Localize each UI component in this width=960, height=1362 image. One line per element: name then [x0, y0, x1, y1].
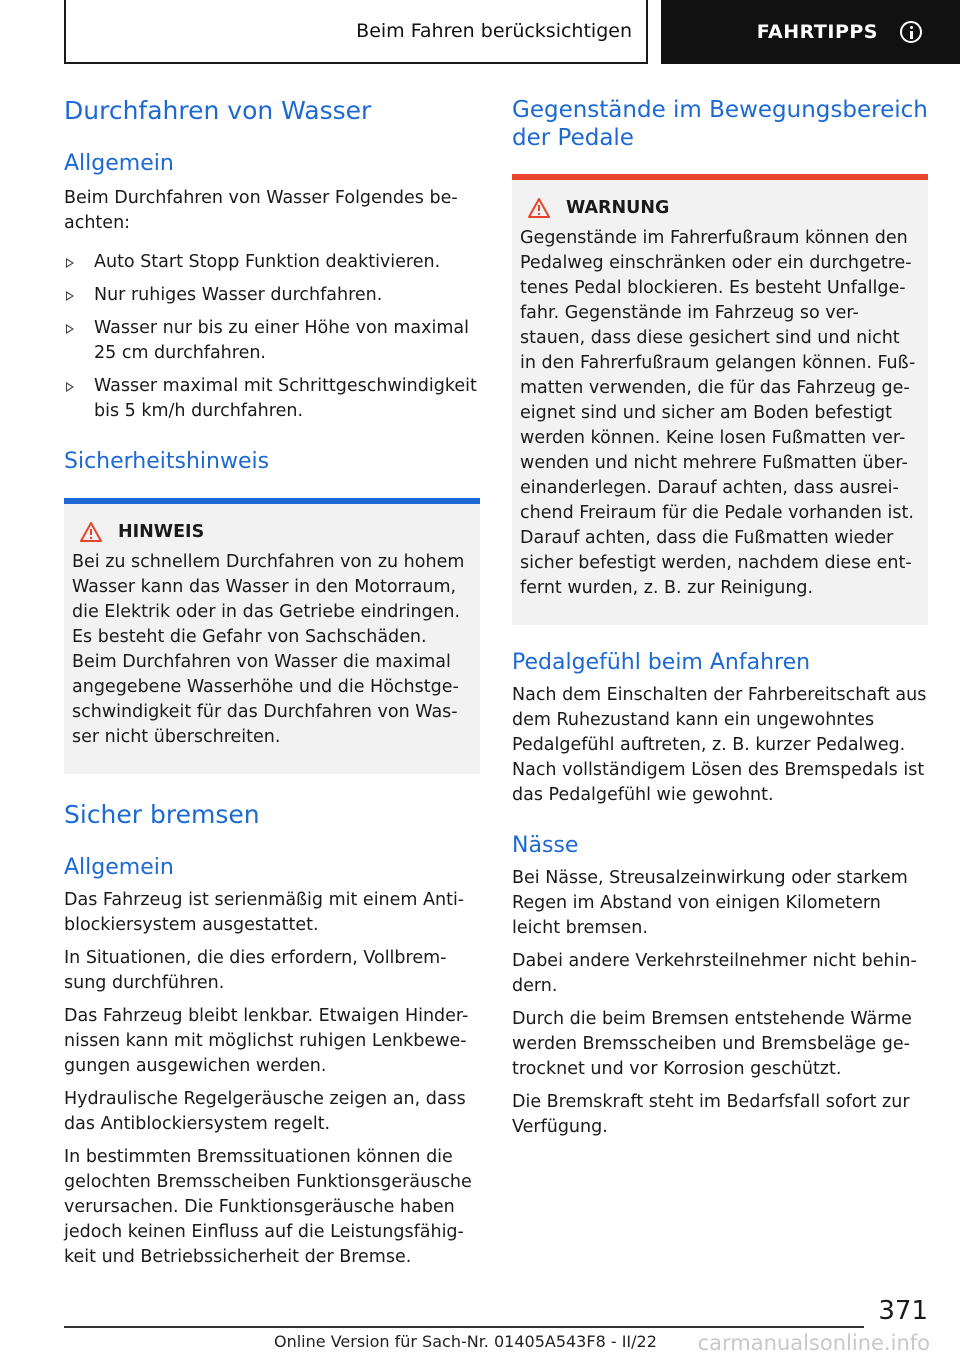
- warning-triangle-icon: [528, 198, 550, 218]
- section-title: Beim Fahren berücksichtigen: [356, 20, 632, 42]
- wet-paragraph: Bei Nässe, Streusalzeinwirkung oder starkem Regen im Abstand von einigen Kilometern leicht bremsen.: [512, 868, 908, 938]
- safety-heading: Sicherheitshinweis: [64, 449, 270, 474]
- notice-text: Bei zu schnellem Durchfahren von zu hohem Wasser kann das Wasser in den Motorraum, die Elektrik oder in das Getriebe eindringen. Es besteht die Gefahr von Sachschäden. Beim Durchfahren von Wasser die maximal angegebene Wasserhöhe und die Höchstge-schwindigkeit für das Durchfahren von Was-ser nicht überschreiten.: [72, 552, 465, 747]
- footer-divider: [64, 1326, 864, 1328]
- list-item: Wasser maximal mit Schrittgeschwindigkeit bis 5 km/h durchfahren.: [64, 374, 480, 424]
- brake-paragraph: Das Fahrzeug ist serienmäßig mit einem Anti-blockiersystem ausgestattet.: [64, 890, 465, 935]
- water-intro: Beim Durchfahren von Wasser Folgendes be-achten:: [64, 188, 458, 233]
- right-column: [512, 96, 928, 1140]
- brake-general-heading: Allgemein: [64, 855, 174, 880]
- left-column: [64, 96, 480, 1270]
- info-icon: [900, 21, 922, 43]
- wet-paragraph: Dabei andere Verkehrsteilnehmer nicht behin-dern.: [512, 951, 917, 996]
- wet-paragraph: Durch die beim Bremsen entstehende Wärme werden Bremsscheiben und Bremsbeläge ge-trocknet und vor Korrosion geschützt.: [512, 1009, 912, 1079]
- section-header: [64, 0, 648, 64]
- brake-paragraph: In Situationen, die dies erfordern, Vollbrem-sung durchführen.: [64, 948, 447, 993]
- wet-paragraph: Die Bremskraft steht im Bedarfsfall sofort zur Verfügung.: [512, 1092, 910, 1137]
- objects-heading: Gegenstände im Bewegungsbereich der Pedale: [512, 97, 928, 151]
- page-number: 371: [878, 1296, 928, 1326]
- warning-text: Gegenstände im Fahrerfußraum können den Pedalweg einschränken oder ein durchgetre-tenes Pedal blockieren. Es besteht Unfallge-fahr. Gegenstände im Fahrzeug so ver-stauen, dass diese gesichert sind und nicht in den Fahrerfußraum gelangen können. Fuß-matten verwenden, die für das Fahrzeug ge-eignet sind und sicher am Boden befestigt werden können. Keine losen Fußmatten ver-wenden und nicht mehrere Fußmatten über-einanderlegen. Darauf achten, dass ausrei-chend Freiraum für die Pedale vorhanden ist. Darauf achten, dass die Fußmatten wieder sicher befestigt werden, nachdem diese ent-fernt wurden, z. B. zur Reinigung.: [520, 228, 916, 598]
- notice-label: HINWEIS: [118, 522, 205, 542]
- water-list: [64, 250, 480, 424]
- brake-heading: Sicher bremsen: [64, 800, 260, 829]
- pedal-heading: Pedalgefühl beim Anfahren: [512, 650, 811, 675]
- list-item: Wasser nur bis zu einer Höhe von maximal 25 cm durchfahren.: [64, 316, 480, 366]
- watermark: carmanualsonline.info: [697, 1331, 930, 1355]
- warning-triangle-icon: [80, 522, 102, 542]
- chapter-title: FAHRTIPPS: [756, 21, 878, 43]
- notice-box: [64, 498, 480, 774]
- brake-paragraph: Das Fahrzeug bleibt lenkbar. Etwaigen Hinder-nissen kann mit möglichst ruhigen Lenkbewe-gungen ausgewichen werden.: [64, 1006, 469, 1076]
- chapter-header: [661, 0, 960, 64]
- online-version-note: Online Version für Sach-Nr. 01405A543F8 - II/22: [274, 1332, 657, 1351]
- wet-heading: Nässe: [512, 833, 579, 858]
- warning-box: [512, 174, 928, 625]
- list-item: Auto Start Stopp Funktion deaktivieren.: [64, 250, 480, 275]
- pedal-paragraph: Nach dem Einschalten der Fahrbereitschaft aus dem Ruhezustand kann ein ungewohntes Pedalgefühl auftreten, z. B. kurzer Pedalweg. Nach vollständigem Lösen des Bremspedals ist das Pedalgefühl wie gewohnt.: [512, 685, 927, 805]
- brake-paragraph: In bestimmten Bremssituationen können die gelochten Bremsscheiben Funktionsgeräusche verursachen. Die Funktionsgeräusche haben jedoch keinen Einfluss auf die Leistungsfähig-keit und Betriebssicherheit der Bremse.: [64, 1147, 472, 1267]
- water-general-heading: Allgemein: [64, 151, 174, 176]
- list-item: Nur ruhiges Wasser durchfahren.: [64, 283, 480, 308]
- brake-paragraph: Hydraulische Regelgeräusche zeigen an, dass das Antiblockiersystem regelt.: [64, 1089, 466, 1134]
- notice-header: [72, 522, 472, 542]
- warning-header: [520, 198, 920, 218]
- warning-label: WARNUNG: [566, 198, 670, 218]
- water-heading: Durchfahren von Wasser: [64, 96, 372, 125]
